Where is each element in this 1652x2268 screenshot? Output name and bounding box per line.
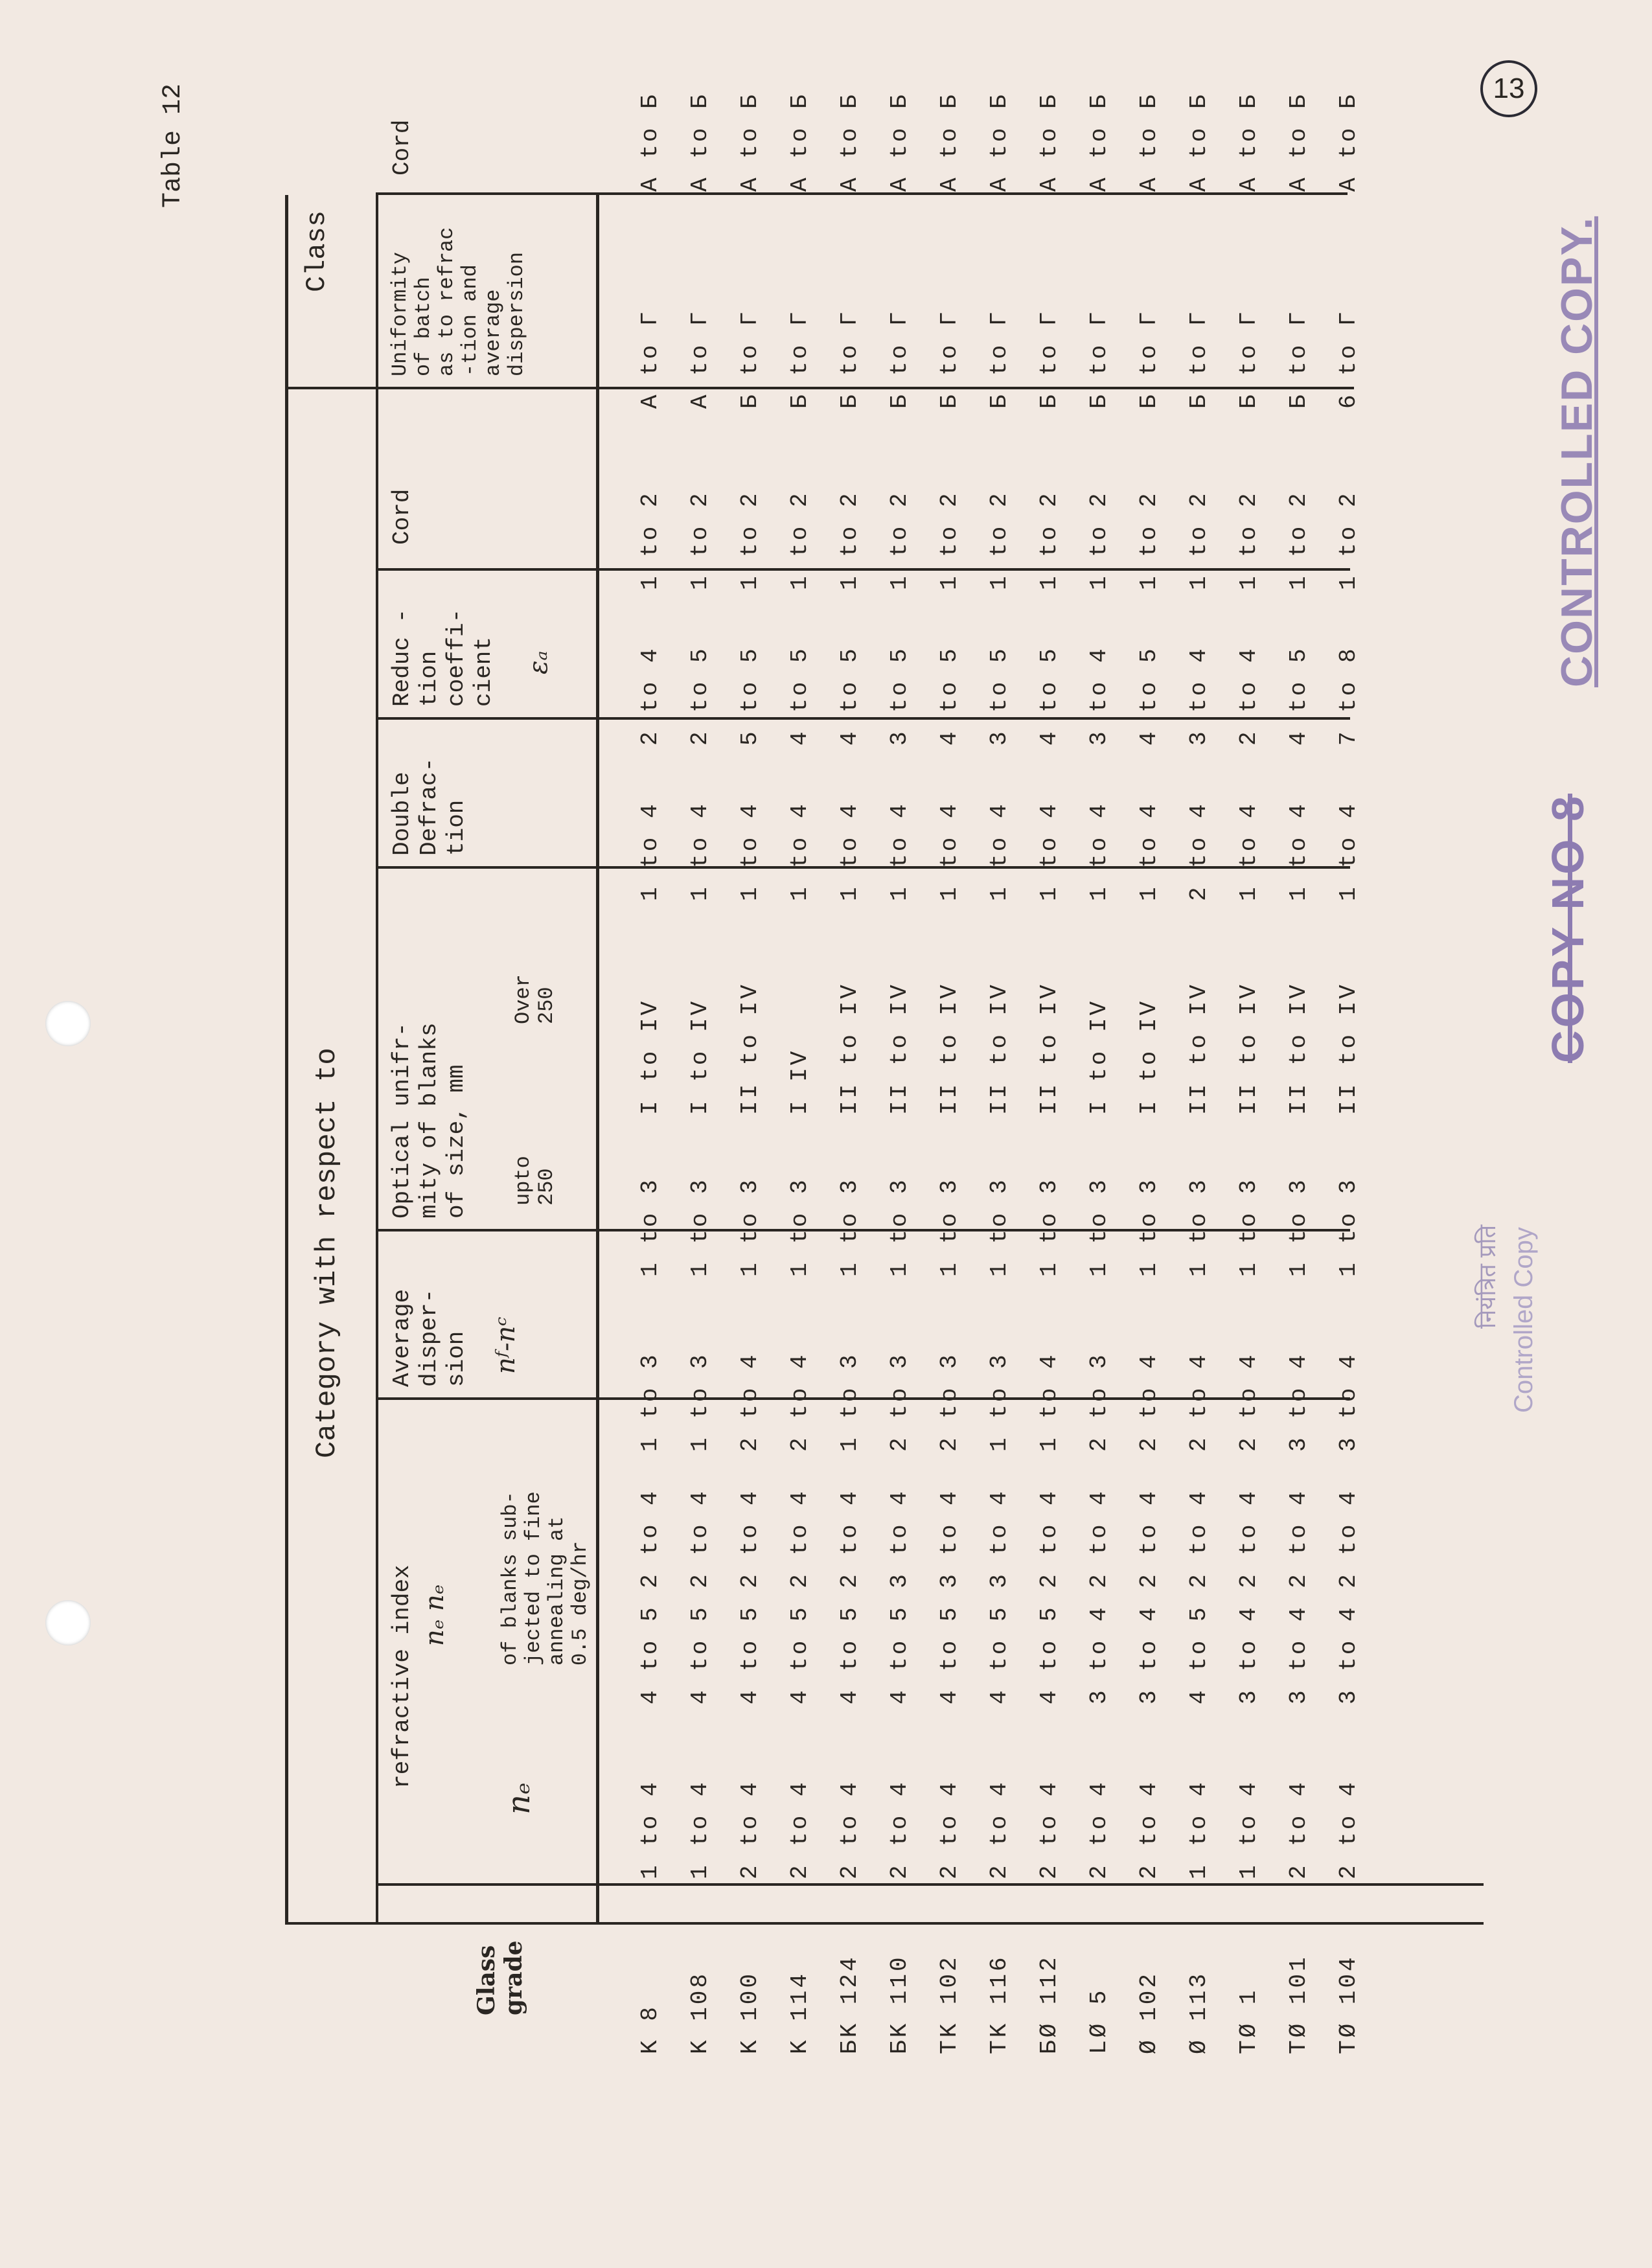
cord-class-cell: A to Б: [786, 92, 813, 192]
uniformity-upto-250-cell: 1 to 3: [1235, 1177, 1262, 1277]
uniformity-over-250-cell: II to IV: [1235, 982, 1262, 1115]
batch-uniformity-cell: Б to Γ: [836, 309, 863, 409]
uniformity-over-250-cell: I IV: [786, 1048, 813, 1115]
average-dispersion-cell: 2 to 4: [1136, 1352, 1162, 1452]
fine-annealing-cell: 4 to 5 3 to 4: [936, 1489, 963, 1704]
glass-grade-cell: TØ 1: [1235, 1987, 1262, 2054]
double-refraction-cell: 1 to 4: [1036, 801, 1062, 901]
ne-cell: 2 to 4: [737, 1780, 763, 1879]
batch-uniformity-cell: Б to Γ: [737, 309, 763, 409]
ne-cell: 1 to 4: [637, 1780, 663, 1879]
fine-annealing-cell: 4 to 5 3 to 4: [986, 1489, 1013, 1704]
fine-annealing-cell: 3 to 4 2 to 4: [1136, 1489, 1162, 1704]
average-dispersion-cell: 2 to 4: [1235, 1352, 1262, 1452]
batch-uniformity-cell: Б to Γ: [1086, 309, 1112, 409]
uniformity-upto-250-cell: 1 to 3: [1036, 1177, 1062, 1277]
uniformity-over-250-cell: II to IV: [1285, 982, 1312, 1115]
glass-grade-cell: TK 102: [936, 1954, 963, 2054]
batch-uniformity-cell: A to Γ: [637, 309, 663, 409]
table-row: [1124, 30, 1174, 2061]
cord-class-cell: A to Б: [936, 92, 963, 192]
cord-class-cell: A to Б: [1186, 92, 1212, 192]
fine-annealing-cell: 3 to 4 2 to 4: [1086, 1489, 1112, 1704]
double-refraction-cell: 1 to 4: [637, 801, 663, 901]
table-row: [675, 30, 725, 2061]
uniformity-upto-250-cell: 1 to 3: [687, 1177, 713, 1277]
double-refraction-cell: 1 to 4: [786, 801, 813, 901]
double-refraction-cell: 1 to 4: [687, 801, 713, 901]
reduction-coefficient-cell: 4 to 5: [1285, 646, 1312, 746]
average-dispersion-cell: 2 to 3: [886, 1352, 913, 1452]
uniformity-over-250-cell: II to IV: [1335, 982, 1362, 1115]
class-title: Class: [301, 210, 332, 292]
batch-uniformity-cell: Б to Γ: [936, 309, 963, 409]
double-refraction-cell: 1 to 4: [936, 801, 963, 901]
cord-category-cell: 1 to 2: [737, 490, 763, 590]
table-row: [1024, 30, 1074, 2061]
table-row: [974, 30, 1024, 2061]
cord-class-cell: A to Б: [986, 92, 1013, 192]
uniformity-upto-250-cell: 1 to 3: [986, 1177, 1013, 1277]
reduction-coefficient-cell: 2 to 4: [637, 646, 663, 746]
batch-uniformity-cell: Б to Γ: [1136, 309, 1162, 409]
glass-grade-cell: TØ 104: [1335, 1954, 1362, 2054]
uniformity-over-250-cell: II to IV: [836, 982, 863, 1115]
header-avg-disp-symbol: nᶠ-nᶜ: [491, 1316, 521, 1374]
cord-category-cell: 1 to 2: [687, 490, 713, 590]
header-average-dispersion: Average disper- sion: [389, 1289, 470, 1387]
rule-subheader: [376, 195, 378, 1925]
double-refraction-cell: 1 to 4: [1235, 801, 1262, 901]
reduction-coefficient-cell: 3 to 4: [1186, 646, 1212, 746]
uniformity-upto-250-cell: 1 to 3: [886, 1177, 913, 1277]
glass-grade-cell: TØ 101: [1285, 1954, 1312, 2054]
ne-cell: 2 to 4: [936, 1780, 963, 1879]
glass-grade-cell: БØ 112: [1036, 1954, 1062, 2054]
batch-uniformity-cell: Б to Γ: [1036, 309, 1062, 409]
ne-cell: 2 to 4: [986, 1780, 1013, 1879]
uniformity-over-250-cell: II to IV: [1036, 982, 1062, 1115]
cord-category-cell: 1 to 2: [1285, 490, 1312, 590]
reduction-coefficient-cell: 4 to 5: [1136, 646, 1162, 746]
table-label: Table 12: [159, 83, 188, 208]
uniformity-upto-250-cell: 1 to 3: [836, 1177, 863, 1277]
ne-cell: 1 to 4: [1186, 1780, 1212, 1879]
cord-category-cell: 1 to 2: [936, 490, 963, 590]
ne-cell: 2 to 4: [1136, 1780, 1162, 1879]
ne-cell: 1 to 4: [687, 1780, 713, 1879]
reduction-coefficient-cell: 3 to 4: [1086, 646, 1112, 746]
fine-annealing-cell: 4 to 5 2 to 4: [1186, 1489, 1212, 1704]
rule-top: [285, 195, 288, 1925]
reduction-coefficient-cell: 3 to 5: [886, 646, 913, 746]
table-row: [1224, 30, 1274, 2061]
uniformity-upto-250-cell: 1 to 3: [786, 1177, 813, 1277]
uniformity-over-250-cell: I to IV: [1086, 998, 1112, 1115]
reduction-coefficient-cell: 4 to 5: [1036, 646, 1062, 746]
fine-annealing-cell: 4 to 5 2 to 4: [737, 1489, 763, 1704]
fine-annealing-cell: 3 to 4 2 to 4: [1285, 1489, 1312, 1704]
ne-cell: 2 to 4: [1285, 1780, 1312, 1879]
double-refraction-cell: 1 to 4: [986, 801, 1013, 901]
page-number: 13: [1480, 60, 1537, 117]
cord-category-cell: 1 to 2: [1086, 490, 1112, 590]
header-epsilon-symbol: εₐ: [523, 650, 553, 674]
cord-class-cell: A to Б: [1235, 92, 1262, 192]
batch-uniformity-cell: Б to Γ: [986, 309, 1013, 409]
cord-class-cell: A to Б: [1086, 92, 1112, 192]
hindi-controlled-stamp: नियंत्रित प्रति: [1474, 1224, 1500, 1329]
cord-class-cell: A to Б: [1136, 92, 1162, 192]
uniformity-over-250-cell: II to IV: [737, 982, 763, 1115]
double-refraction-cell: 1 to 4: [886, 801, 913, 901]
double-refraction-cell: 1 to 4: [1086, 801, 1112, 901]
cord-class-cell: A to Б: [687, 92, 713, 192]
average-dispersion-cell: 2 to 3: [936, 1352, 963, 1452]
uniformity-upto-250-cell: 1 to 3: [737, 1177, 763, 1277]
glass-grade-cell: K 108: [687, 1971, 713, 2054]
batch-uniformity-cell: A to Γ: [687, 309, 713, 409]
cord-class-cell: A to Б: [1335, 92, 1362, 192]
average-dispersion-cell: 2 to 4: [1186, 1352, 1212, 1452]
ne-cell: 2 to 4: [1036, 1780, 1062, 1879]
table-row: [924, 30, 974, 2061]
double-refraction-cell: 1 to 4: [836, 801, 863, 901]
table-row: [775, 30, 825, 2061]
batch-uniformity-cell: Б to Γ: [1285, 309, 1312, 409]
average-dispersion-cell: 2 to 4: [737, 1352, 763, 1452]
batch-uniformity-cell: Б to Γ: [1235, 309, 1262, 409]
ne-cell: 1 to 4: [1235, 1780, 1262, 1879]
reduction-coefficient-cell: 4 to 5: [836, 646, 863, 746]
header-refractive-index: refractive index: [389, 1564, 415, 1789]
reduction-coefficient-cell: 5 to 5: [737, 646, 763, 746]
glass-grade-cell: TK 116: [986, 1954, 1013, 2054]
double-refraction-cell: 2 to 4: [1186, 801, 1212, 901]
average-dispersion-cell: 2 to 4: [786, 1352, 813, 1452]
header-ne-symbol: nₑ: [501, 1782, 537, 1815]
glass-grade-cell: K 100: [737, 1971, 763, 2054]
uniformity-over-250-cell: I to IV: [1136, 998, 1162, 1115]
table-row: [1074, 30, 1124, 2061]
uniformity-upto-250-cell: 1 to 3: [936, 1177, 963, 1277]
fine-annealing-cell: 4 to 5 2 to 4: [836, 1489, 863, 1704]
controlled-copy-stamp: CONTROLLED COPY.: [1552, 216, 1601, 687]
batch-uniformity-cell: Б to Γ: [786, 309, 813, 409]
header-uniformity-batch: Uniformity of batch as to refrac -tion and average dispersion: [388, 227, 529, 376]
fine-annealing-cell: 4 to 5 2 to 4: [687, 1489, 713, 1704]
double-refraction-cell: 1 to 4: [1136, 801, 1162, 901]
ne-cell: 2 to 4: [886, 1780, 913, 1879]
average-dispersion-cell: 1 to 3: [836, 1352, 863, 1452]
cord-class-cell: A to Б: [1285, 92, 1312, 192]
reduction-coefficient-cell: 4 to 5: [936, 646, 963, 746]
category-title: Category with respect to: [311, 1048, 343, 1458]
header-optical-uniformity: Optical unifr- mity of blanks of size, mm: [389, 1022, 470, 1219]
uniformity-over-250-cell: I to IV: [687, 998, 713, 1115]
cord-category-cell: 1 to 2: [637, 490, 663, 590]
average-dispersion-cell: 2 to 3: [1086, 1352, 1112, 1452]
double-refraction-cell: 1 to 4: [1335, 801, 1362, 901]
ne-cell: 2 to 4: [1335, 1780, 1362, 1879]
glass-class-table: [625, 30, 1373, 2061]
ne-cell: 2 to 4: [786, 1780, 813, 1879]
uniformity-upto-250-cell: 1 to 3: [1285, 1177, 1312, 1277]
uniformity-over-250-cell: II to IV: [886, 982, 913, 1115]
header-glass-grade: Glass grade: [473, 1940, 527, 2015]
cord-category-cell: 1 to 2: [1136, 490, 1162, 590]
fine-annealing-cell: 4 to 5 2 to 4: [786, 1489, 813, 1704]
glass-grade-cell: БK 110: [886, 1954, 913, 2054]
average-dispersion-cell: 1 to 3: [687, 1352, 713, 1452]
uniformity-over-250-cell: II to IV: [1186, 982, 1212, 1115]
fine-annealing-cell: 4 to 5 2 to 4: [637, 1489, 663, 1704]
average-dispersion-cell: 1 to 3: [637, 1352, 663, 1452]
header-reduction-coefficient: Reduc - tion coeffi- cient: [389, 608, 497, 707]
double-refraction-cell: 1 to 4: [1285, 801, 1312, 901]
table-row: [875, 30, 924, 2061]
glass-grade-cell: K 8: [637, 2004, 663, 2054]
uniformity-over-250-cell: I to IV: [637, 998, 663, 1115]
fine-annealing-cell: 3 to 4 2 to 4: [1335, 1489, 1362, 1704]
cord-class-cell: A to Б: [836, 92, 863, 192]
cord-class-cell: A to Б: [886, 92, 913, 192]
glass-grade-cell: LØ 5: [1086, 1987, 1112, 2054]
glass-grade-cell: Ø 113: [1186, 1971, 1212, 2054]
cord-class-cell: A to Б: [637, 92, 663, 192]
average-dispersion-cell: 3 to 4: [1285, 1352, 1312, 1452]
fine-annealing-cell: 4 to 5 3 to 4: [886, 1489, 913, 1704]
average-dispersion-cell: 1 to 4: [1036, 1352, 1062, 1452]
header-sub-annealing: of blanks sub- jected to fine annealing at 0.5 deg/hr: [498, 1491, 592, 1666]
glass-grade-cell: БK 124: [836, 1954, 863, 2054]
header-class-cord: Cord: [389, 119, 415, 176]
header-double-refraction: Double Defrac- tion: [389, 757, 470, 856]
reduction-coefficient-cell: 2 to 5: [687, 646, 713, 746]
ne-cell: 2 to 4: [1086, 1780, 1112, 1879]
cord-class-cell: A to Б: [737, 92, 763, 192]
controlled-copy-small-stamp: Controlled Copy: [1509, 1227, 1538, 1413]
reduction-coefficient-cell: 2 to 4: [1235, 646, 1262, 746]
cord-category-cell: 1 to 2: [1335, 490, 1362, 590]
double-refraction-cell: 1 to 4: [737, 801, 763, 901]
table-row: [1274, 30, 1324, 2061]
cord-category-cell: 1 to 2: [1235, 490, 1262, 590]
fine-annealing-cell: 3 to 4 2 to 4: [1235, 1489, 1262, 1704]
ne-cell: 2 to 4: [836, 1780, 863, 1879]
header-over-250: Over 250: [511, 974, 558, 1024]
cord-category-cell: 1 to 2: [886, 490, 913, 590]
reduction-coefficient-cell: 4 to 5: [786, 646, 813, 746]
rule-header-bottom: [596, 195, 599, 1925]
glass-grade-cell: K 114: [786, 1971, 813, 2054]
table-row: [1174, 30, 1224, 2061]
average-dispersion-cell: 3 to 4: [1335, 1352, 1362, 1452]
batch-uniformity-cell: Б to Γ: [1186, 309, 1212, 409]
table-row: [1324, 30, 1373, 2061]
glass-grade-cell: Ø 102: [1136, 1971, 1162, 2054]
reduction-coefficient-cell: 3 to 5: [986, 646, 1013, 746]
batch-uniformity-cell: 6 to Γ: [1335, 309, 1362, 409]
cord-category-cell: 1 to 2: [836, 490, 863, 590]
fine-annealing-cell: 4 to 5 2 to 4: [1036, 1489, 1062, 1704]
uniformity-upto-250-cell: 1 to 3: [637, 1177, 663, 1277]
copy-number-stamp: COPY NO 8: [1543, 794, 1593, 1063]
reduction-coefficient-cell: 7 to 8: [1335, 646, 1362, 746]
cord-category-cell: 1 to 2: [786, 490, 813, 590]
uniformity-upto-250-cell: 1 to 3: [1186, 1177, 1212, 1277]
table-row: [825, 30, 875, 2061]
header-upto-250: upto 250: [511, 1156, 558, 1206]
cord-category-cell: 1 to 2: [1186, 490, 1212, 590]
uniformity-upto-250-cell: 1 to 3: [1086, 1177, 1112, 1277]
header-cord: Cord: [389, 488, 415, 545]
table-row: [725, 30, 775, 2061]
uniformity-upto-250-cell: 1 to 3: [1136, 1177, 1162, 1277]
cord-class-cell: A to Б: [1036, 92, 1062, 192]
uniformity-over-250-cell: II to IV: [986, 982, 1013, 1115]
header-ne-fraction: nₑ nₑ: [420, 1584, 450, 1646]
batch-uniformity-cell: Б to Γ: [886, 309, 913, 409]
cord-category-cell: 1 to 2: [986, 490, 1013, 590]
average-dispersion-cell: 1 to 3: [986, 1352, 1013, 1452]
table-row: [625, 30, 675, 2061]
cord-category-cell: 1 to 2: [1036, 490, 1062, 590]
uniformity-over-250-cell: II to IV: [936, 982, 963, 1115]
uniformity-upto-250-cell: 1 to 3: [1335, 1177, 1362, 1277]
